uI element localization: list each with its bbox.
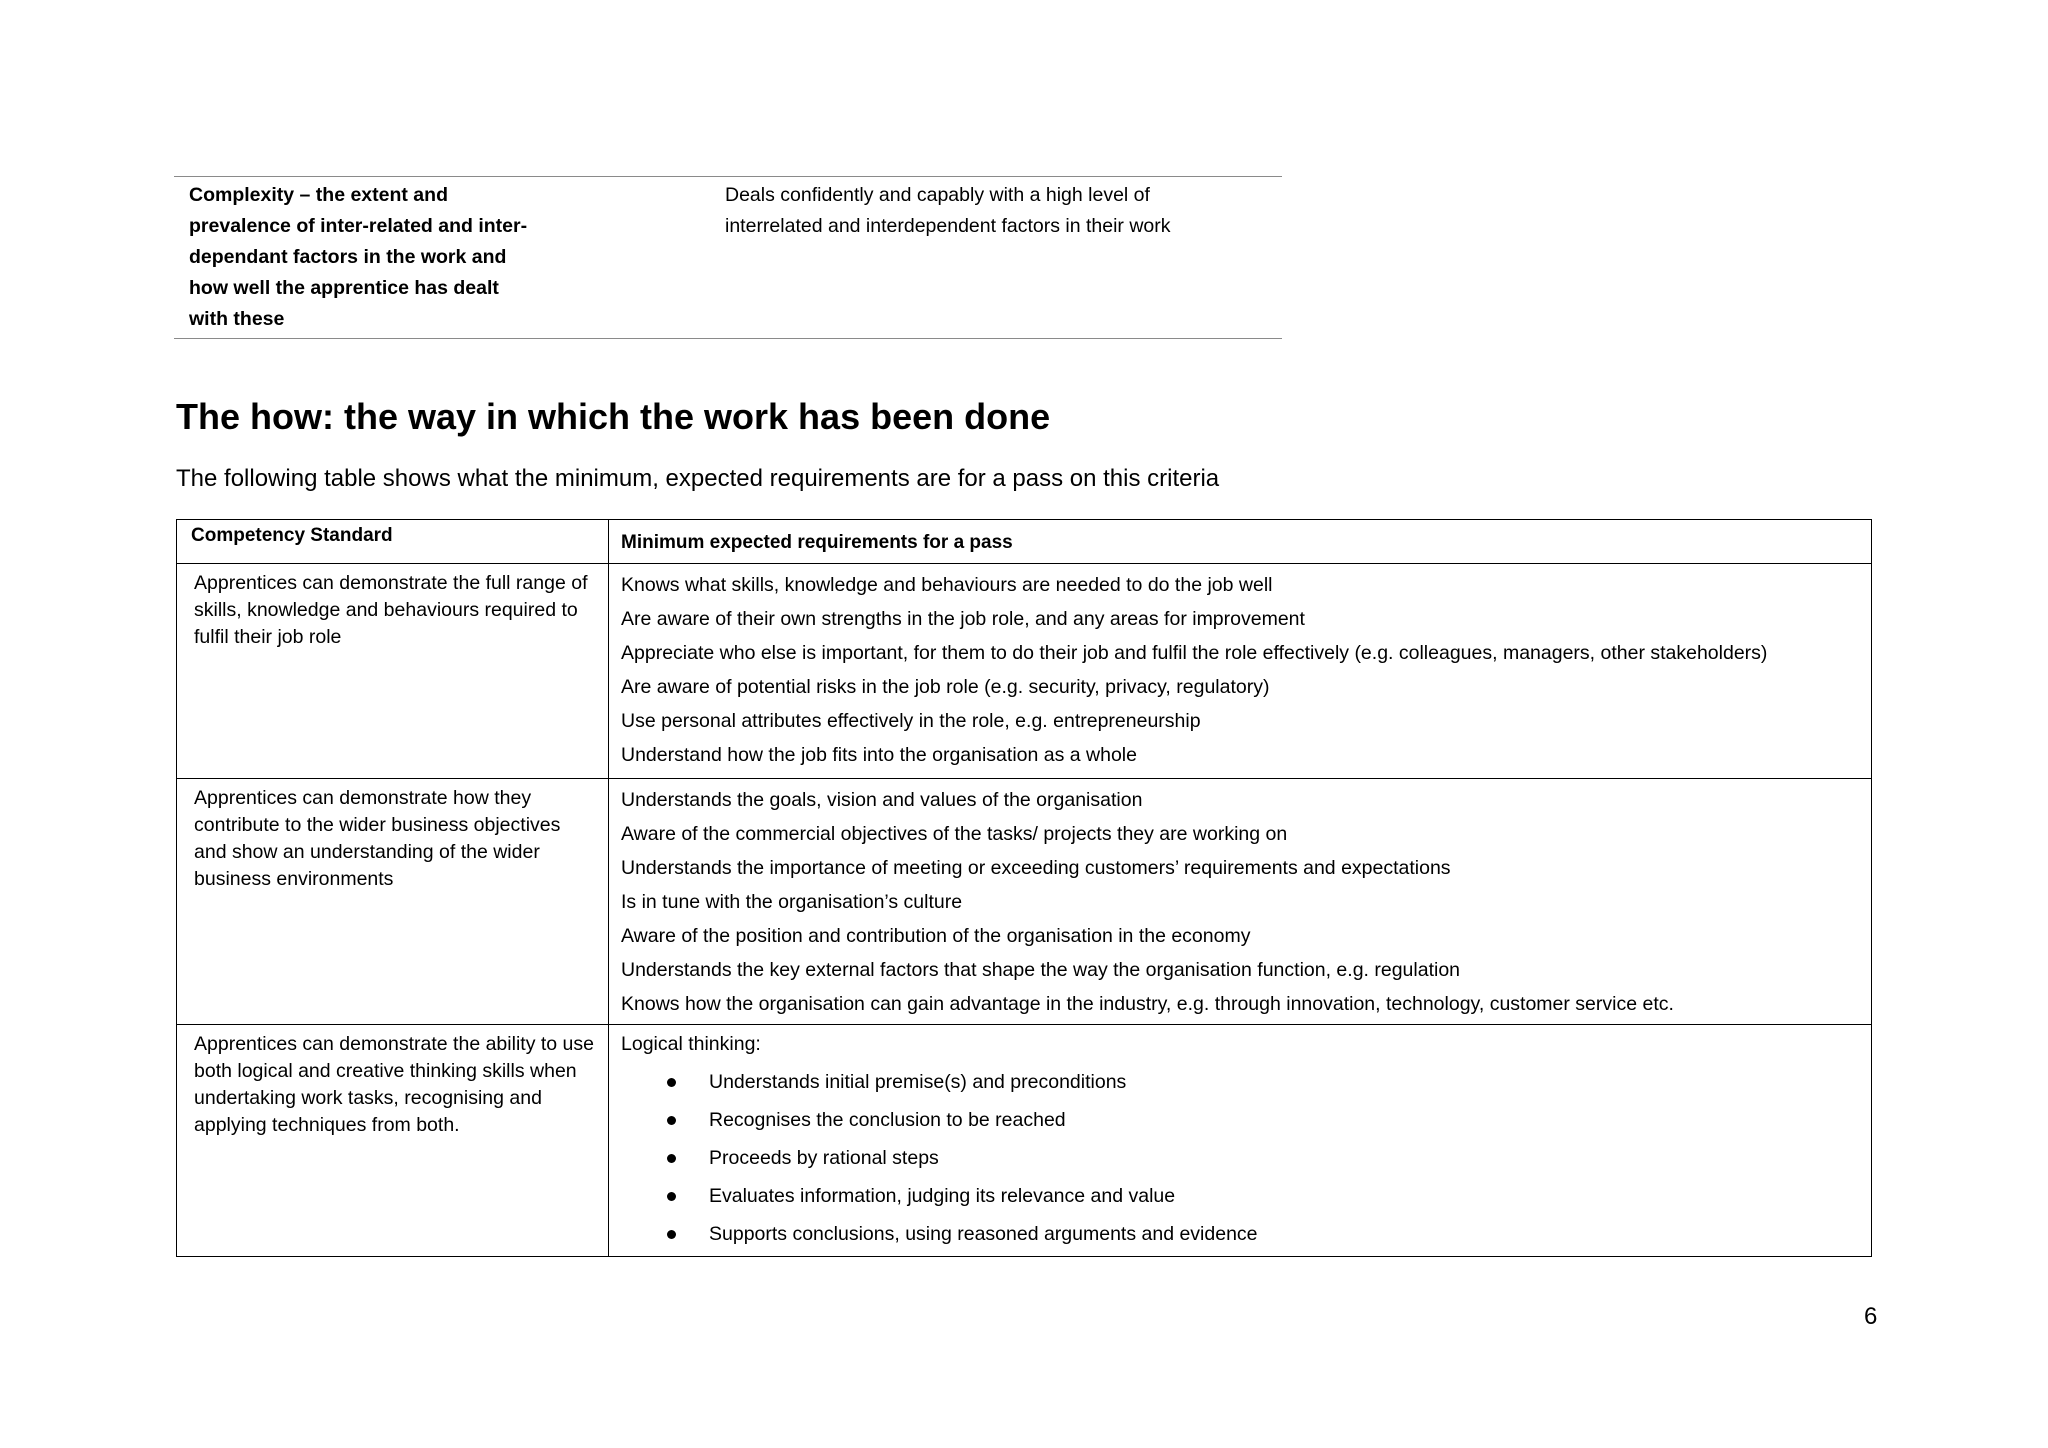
bullet-text: Understands initial premise(s) and preconditions: [709, 1071, 1127, 1093]
requirement-line: interrelated and interdependent factors in their work: [725, 215, 1171, 237]
requirement-item: Aware of the position and contribution of the organisation in the economy: [621, 925, 1251, 947]
criterion-line: prevalence of inter-related and inter-: [189, 215, 528, 237]
bullet-text: Evaluates information, judging its relevance and value: [709, 1185, 1176, 1207]
complexity-requirement: [725, 180, 1282, 335]
bullet-icon: [667, 1192, 676, 1201]
requirements-cell: [609, 564, 1872, 779]
complexity-criterion: [174, 180, 725, 335]
section-intro: The following table shows what the minimum, expected requirements are for a pass on this criteria: [176, 465, 1220, 492]
bullet-text: Supports conclusions, using reasoned arguments and evidence: [709, 1223, 1258, 1245]
requirement-item: Are aware of potential risks in the job role (e.g. security, privacy, regulatory): [621, 676, 1270, 698]
table-header-row: [177, 520, 1872, 564]
list-item: [621, 1101, 1871, 1139]
criterion-line: dependant factors in the work and: [189, 246, 507, 268]
bullet-icon: [667, 1078, 676, 1087]
requirement-item: Understands the key external factors that shape the way the organisation function, e.g. regulation: [621, 959, 1461, 981]
standard-cell: Apprentices can demonstrate how they contribute to the wider business objectives and show an understanding of the wider business environments: [177, 779, 609, 1025]
requirement-item: Appreciate who else is important, for them to do their job and fulfil the role effectively (e.g. colleagues, managers, other stakeholders): [621, 642, 1768, 664]
criterion-line: with these: [189, 308, 285, 330]
bullet-list: [621, 1063, 1871, 1253]
header-competency-standard: Competency Standard: [177, 520, 609, 564]
requirements-cell: [609, 1025, 1872, 1257]
list-item: [621, 1139, 1871, 1177]
bullet-icon: [667, 1230, 676, 1239]
standard-cell: Apprentices can demonstrate the ability to use both logical and creative thinking skills when undertaking work tasks, recognising and applying techniques from both.: [177, 1025, 609, 1257]
bullet-icon: [667, 1154, 676, 1163]
requirement-item: Knows how the organisation can gain advantage in the industry, e.g. through innovation, technology, customer service etc.: [621, 993, 1674, 1015]
requirement-item: Understand how the job fits into the organisation as a whole: [621, 744, 1137, 766]
requirement-item: Is in tune with the organisation’s culture: [621, 891, 963, 913]
requirements-intro: Logical thinking:: [621, 1033, 761, 1055]
requirement-item: Understands the importance of meeting or exceeding customers’ requirements and expectations: [621, 857, 1451, 879]
criterion-line: Complexity – the extent and: [189, 184, 448, 206]
bullet-icon: [667, 1116, 676, 1125]
table-row: [177, 564, 1872, 779]
requirements-cell: [609, 779, 1872, 1025]
page-number: 6: [1864, 1303, 1878, 1330]
list-item: [621, 1177, 1871, 1215]
criterion-line: how well the apprentice has dealt: [189, 277, 499, 299]
header-minimum-requirements: Minimum expected requirements for a pass: [609, 520, 1872, 564]
requirement-line: Deals confidently and capably with a high level of: [725, 184, 1150, 206]
bullet-text: Proceeds by rational steps: [709, 1147, 939, 1169]
competency-table: [176, 519, 1872, 1257]
requirement-item: Knows what skills, knowledge and behaviours are needed to do the job well: [621, 574, 1273, 596]
requirement-item: Understands the goals, vision and values of the organisation: [621, 789, 1143, 811]
complexity-table: [174, 176, 1282, 339]
table-row: [177, 779, 1872, 1025]
section-heading: The how: the way in which the work has been done: [176, 396, 1051, 437]
requirement-item: Are aware of their own strengths in the job role, and any areas for improvement: [621, 608, 1305, 630]
standard-cell: Apprentices can demonstrate the full range of skills, knowledge and behaviours required to fulfil their job role: [177, 564, 609, 779]
list-item: [621, 1063, 1871, 1101]
table-row: [177, 1025, 1872, 1257]
list-item: [621, 1215, 1871, 1253]
bullet-text: Recognises the conclusion to be reached: [709, 1109, 1066, 1131]
requirement-item: Aware of the commercial objectives of the tasks/ projects they are working on: [621, 823, 1288, 845]
requirement-item: Use personal attributes effectively in the role, e.g. entrepreneurship: [621, 710, 1201, 732]
